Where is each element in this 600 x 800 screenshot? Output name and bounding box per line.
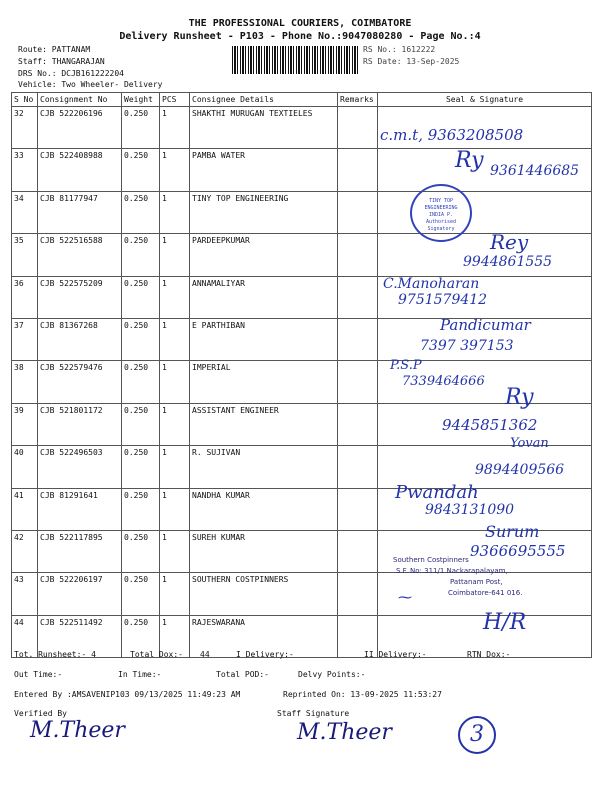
verified-signature: M.Theer — [30, 718, 125, 743]
ii-delivery: II Delivery:- — [364, 650, 427, 659]
handwriting-44: H/R — [483, 610, 527, 635]
row-sno: 35 — [12, 234, 38, 276]
row-consignment: CJB 522496503 — [38, 446, 122, 488]
handwriting-40-phone: 9894409566 — [475, 462, 565, 478]
signature-39-icon: Ry — [505, 385, 534, 410]
staff-label: Staff: THANGARAJAN — [18, 57, 105, 66]
row-pcs: 1 — [160, 318, 190, 360]
tot-runsheet: Tot. Runsheet:- 4 — [14, 650, 96, 659]
i-delivery: I Delivery:- — [236, 650, 294, 659]
delvy-points: Delvy Points:- — [298, 670, 366, 679]
row-consignment: CJB 522206196 — [38, 107, 122, 149]
row-consignee: SHAKTHI MURUGAN TEXTIELES — [190, 107, 338, 149]
southern-stamp-line2: S.F. No: 311/1 Nackarapalayam, — [396, 567, 508, 575]
row-consignment: CJB 522579476 — [38, 361, 122, 403]
row-consignee: E PARTHIBAN — [190, 318, 338, 360]
entered-by: Entered By :AMSAVENIP103 09/13/2025 11:49:23 AM — [14, 690, 241, 699]
row-sno: 36 — [12, 276, 38, 318]
signature-42-icon: Surum — [485, 522, 540, 541]
row-remarks — [338, 107, 378, 149]
handwriting-42: 9366695555 — [470, 542, 566, 560]
table-row — [12, 276, 592, 318]
row-weight: 0.250 — [122, 403, 160, 445]
out-time: Out Time:- — [14, 670, 63, 679]
table-row — [12, 191, 592, 233]
row-consignee: SUREH KUMAR — [190, 530, 338, 572]
drs-number: DRS No.: DCJB161222204 — [18, 69, 124, 78]
row-sno: 34 — [12, 191, 38, 233]
handwriting-41-name: Pwandah — [395, 482, 479, 503]
row-remarks — [338, 403, 378, 445]
row-sno: 43 — [12, 573, 38, 615]
row-sno: 33 — [12, 149, 38, 191]
row-weight: 0.250 — [122, 530, 160, 572]
handwriting-40-name: Yovan — [510, 436, 549, 451]
handwriting-38-phone: 7339464666 — [402, 374, 485, 389]
row-pcs: 1 — [160, 361, 190, 403]
signature-35-icon: Rey — [490, 230, 529, 254]
handwriting-37-phone: 7397 397153 — [420, 338, 514, 354]
row-pcs: 1 — [160, 107, 190, 149]
row-weight: 0.250 — [122, 446, 160, 488]
rs-number: RS No.: 1612222 — [363, 45, 436, 54]
handwriting-36-phone: 9751579412 — [398, 292, 488, 308]
tiny-top-stamp-icon — [410, 184, 472, 242]
row-sno: 38 — [12, 361, 38, 403]
row-weight: 0.250 — [122, 191, 160, 233]
vehicle-label: Vehicle: Two Wheeler- Delivery — [18, 80, 163, 89]
col-consignment: Consignment No — [38, 93, 122, 107]
row-remarks — [338, 276, 378, 318]
row-pcs: 1 — [160, 191, 190, 233]
row-pcs: 1 — [160, 488, 190, 530]
staff-signature-label: Staff Signature — [277, 709, 350, 718]
handwriting-38-name: P.S.P — [390, 358, 422, 373]
row-pcs: 1 — [160, 234, 190, 276]
col-pcs: PCS — [160, 93, 190, 107]
row-consignee: NANDHA KUMAR — [190, 488, 338, 530]
total-pod: Total POD:- — [216, 670, 269, 679]
total-dox-label: Total Dox:- — [130, 650, 183, 659]
row-sno: 40 — [12, 446, 38, 488]
row-pcs: 1 — [160, 615, 190, 657]
rs-date: RS Date: 13-Sep-2025 — [363, 57, 460, 66]
row-consignee: ASSISTANT ENGINEER — [190, 403, 338, 445]
staff-signature: M.Theer — [297, 720, 392, 745]
total-dox-value: 44 — [200, 650, 210, 659]
row-weight: 0.250 — [122, 107, 160, 149]
row-consignee: PAMBA WATER — [190, 149, 338, 191]
row-consignment: CJB 81177947 — [38, 191, 122, 233]
row-sno: 32 — [12, 107, 38, 149]
row-remarks — [338, 318, 378, 360]
row-consignment: CJB 521801172 — [38, 403, 122, 445]
row-consignment: CJB 81367268 — [38, 318, 122, 360]
row-consignment: CJB 522575209 — [38, 276, 122, 318]
reprinted-on: Reprinted On: 13-09-2025 11:53:27 — [283, 690, 442, 699]
row-consignment: CJB 522117895 — [38, 530, 122, 572]
signature-33-icon: Ry — [455, 148, 484, 173]
row-remarks — [338, 361, 378, 403]
route-label: Route: PATTANAM — [18, 45, 91, 54]
row-remarks — [338, 530, 378, 572]
row-remarks — [338, 149, 378, 191]
handwriting-32: c.m.t, 9363208508 — [380, 126, 524, 144]
col-seal-signature: Seal & Signature — [378, 93, 592, 107]
row-remarks — [338, 488, 378, 530]
row-consignment: CJB 522408988 — [38, 149, 122, 191]
row-pcs: 1 — [160, 446, 190, 488]
row-pcs: 1 — [160, 149, 190, 191]
row-pcs: 1 — [160, 403, 190, 445]
company-title: THE PROFESSIONAL COURIERS, COIMBATORE — [188, 18, 412, 29]
row-consignment: CJB 522511492 — [38, 615, 122, 657]
handwriting-37-name: Pandicumar — [440, 316, 531, 334]
row-weight: 0.250 — [122, 573, 160, 615]
rtn-dox: RTN Dox:- — [467, 650, 511, 659]
table-header-row — [12, 93, 592, 107]
southern-stamp-line3: Pattanam Post, — [450, 578, 503, 586]
col-weight: Weight — [122, 93, 160, 107]
row-remarks — [338, 191, 378, 233]
row-pcs: 1 — [160, 276, 190, 318]
row-consignee: RAJESWARANA — [190, 615, 338, 657]
row-consignment: CJB 522516588 — [38, 234, 122, 276]
signature-43-icon: ⁓ — [398, 590, 412, 606]
row-sno: 42 — [12, 530, 38, 572]
row-consignee: SOUTHERN COSTPINNERS — [190, 573, 338, 615]
row-sno: 44 — [12, 615, 38, 657]
row-remarks — [338, 446, 378, 488]
row-weight: 0.250 — [122, 615, 160, 657]
in-time: In Time:- — [118, 670, 162, 679]
row-sno: 37 — [12, 318, 38, 360]
row-consignee: R. SUJIVAN — [190, 446, 338, 488]
southern-stamp-line1: Southern Costpinners — [393, 556, 469, 564]
row-pcs: 1 — [160, 530, 190, 572]
row-weight: 0.250 — [122, 149, 160, 191]
row-consignment: CJB 81291641 — [38, 488, 122, 530]
row-weight: 0.250 — [122, 318, 160, 360]
handwriting-33: 9361446685 — [490, 163, 580, 179]
row-consignment: CJB 522206197 — [38, 573, 122, 615]
row-remarks — [338, 573, 378, 615]
row-consignee: PARDEEPKUMAR — [190, 234, 338, 276]
handwriting-35: 9944861555 — [463, 254, 553, 270]
row-consignee: TINY TOP ENGINEERING — [190, 191, 338, 233]
handwriting-39: 9445851362 — [442, 416, 538, 434]
row-weight: 0.250 — [122, 361, 160, 403]
tiny-top-stamp-text: TINY TOP ENGINEERING INDIA P. Authorised Signatory — [424, 198, 458, 232]
row-consignee: IMPERIAL — [190, 361, 338, 403]
row-remarks — [338, 234, 378, 276]
southern-stamp-line4: Coimbatore-641 016. — [448, 589, 523, 597]
row-weight: 0.250 — [122, 234, 160, 276]
row-sno: 41 — [12, 488, 38, 530]
runsheet-subtitle: Delivery Runsheet - P103 - Phone No.:9047080280 - Page No.:4 — [119, 31, 481, 42]
row-consignee: ANNAMALIYAR — [190, 276, 338, 318]
handwriting-41-phone: 9843131090 — [425, 502, 515, 518]
circled-number-icon: 3 — [458, 716, 496, 754]
col-sno: S No — [12, 93, 38, 107]
verified-by-label: Verified By — [14, 709, 67, 718]
barcode — [232, 46, 360, 74]
row-pcs: 1 — [160, 573, 190, 615]
row-sno: 39 — [12, 403, 38, 445]
handwriting-36-name: C.Manoharan — [383, 276, 480, 292]
row-weight: 0.250 — [122, 276, 160, 318]
row-weight: 0.250 — [122, 488, 160, 530]
col-remarks: Remarks — [338, 93, 378, 107]
col-consignee: Consignee Details — [190, 93, 338, 107]
